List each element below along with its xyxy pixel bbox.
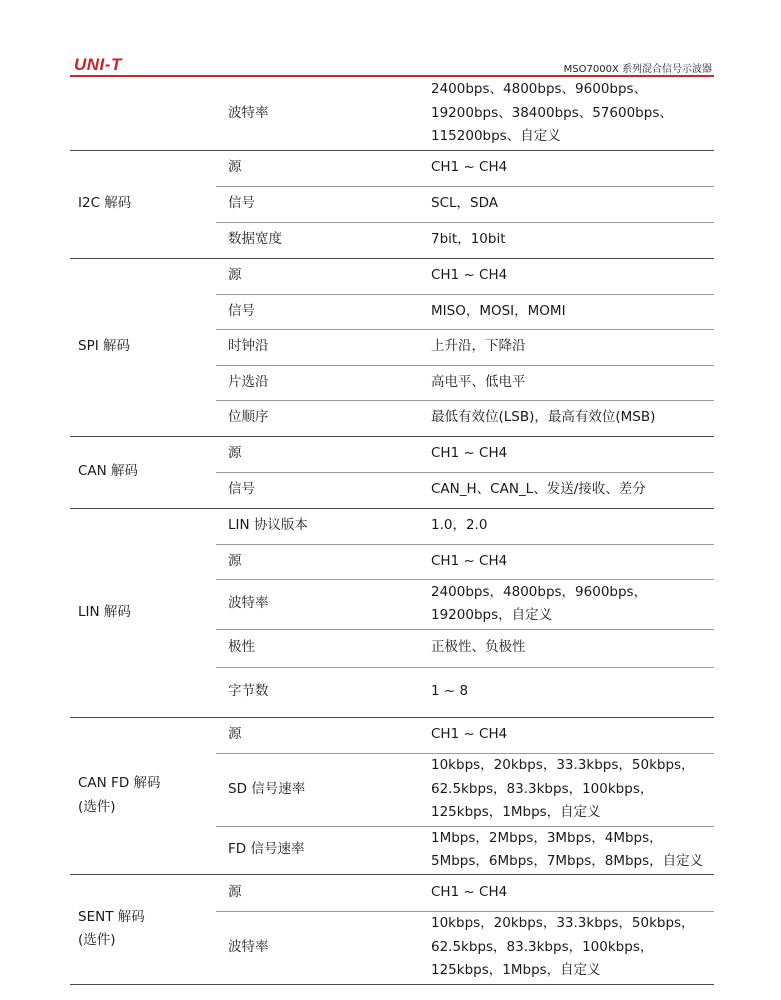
param-name: 源 [216,544,418,579]
group-label-spi: SPI 解码 [70,258,216,436]
param-value: MISO，MOSI，MOMI [418,294,714,329]
param-value: 1.0，2.0 [418,508,714,544]
param-value: CH1 ~ CH4 [418,544,714,579]
param-name: 信号 [216,472,418,508]
param-name: 字节数 [216,667,418,717]
param-value: SCL，SDA [418,186,714,222]
param-name: 波特率 [216,579,418,629]
brand-logo: UNI-T [74,55,122,74]
param-name: 时钟沿 [216,329,418,365]
param-name: 源 [216,874,418,911]
table-row [70,874,714,911]
table-row [70,258,714,294]
param-name: 极性 [216,629,418,667]
param-value: 2400bps、4800bps、9600bps、 19200bps、38400bps、57600bps、 115200bps、自定义 [418,77,714,150]
param-value: CAN_H、CAN_L、发送/接收、差分 [418,472,714,508]
param-name: 片选沿 [216,365,418,400]
param-name: 源 [216,258,418,294]
param-name: 位顺序 [216,400,418,436]
group-label-sent: SENT 解码 (选件) [70,874,216,984]
spec-table [70,77,714,985]
table-row [70,508,714,544]
param-value: CH1 ~ CH4 [418,150,714,186]
param-name: SD 信号速率 [216,753,418,826]
group-label-can: CAN 解码 [70,436,216,508]
param-value: CH1 ~ CH4 [418,717,714,753]
group-cell-empty [70,77,216,150]
table-row [70,717,714,753]
param-value: 1Mbps，2Mbps，3Mbps，4Mbps， 5Mbps，6Mbps，7Mbps，8Mbps，自定义 [418,826,714,874]
param-value: CH1 ~ CH4 [418,874,714,911]
param-value: 7bit，10bit [418,222,714,258]
param-value: 高电平、低电平 [418,365,714,400]
param-name: 数据宽度 [216,222,418,258]
param-value: 上升沿，下降沿 [418,329,714,365]
document-title: MSO7000X 系列混合信号示波器 [563,64,712,75]
table-row [70,150,714,186]
param-name: FD 信号速率 [216,826,418,874]
param-name: 源 [216,717,418,753]
param-value: 10kbps，20kbps，33.3kbps，50kbps， 62.5kbps，83.3kbps，100kbps， 125kbps，1Mbps，自定义 [418,753,714,826]
param-value: 最低有效位(LSB)，最高有效位(MSB) [418,400,714,436]
param-name: 信号 [216,186,418,222]
param-name: 源 [216,436,418,472]
group-label-canfd: CAN FD 解码 (选件) [70,717,216,874]
group-label-i2c: I2C 解码 [70,150,216,258]
table-row [70,436,714,472]
param-name: LIN 协议版本 [216,508,418,544]
param-value: 10kbps，20kbps，33.3kbps，50kbps， 62.5kbps，83.3kbps，100kbps， 125kbps，1Mbps，自定义 [418,911,714,984]
param-name: 信号 [216,294,418,329]
param-name: 波特率 [216,911,418,984]
param-value: 2400bps，4800bps，9600bps， 19200bps，自定义 [418,579,714,629]
group-label-lin: LIN 解码 [70,508,216,717]
param-value: CH1 ~ CH4 [418,436,714,472]
table-row [70,77,714,150]
page-header [70,50,714,76]
param-value: CH1 ~ CH4 [418,258,714,294]
param-name: 波特率 [216,77,418,150]
param-name: 源 [216,150,418,186]
param-value: 正极性、负极性 [418,629,714,667]
param-value: 1 ~ 8 [418,667,714,717]
